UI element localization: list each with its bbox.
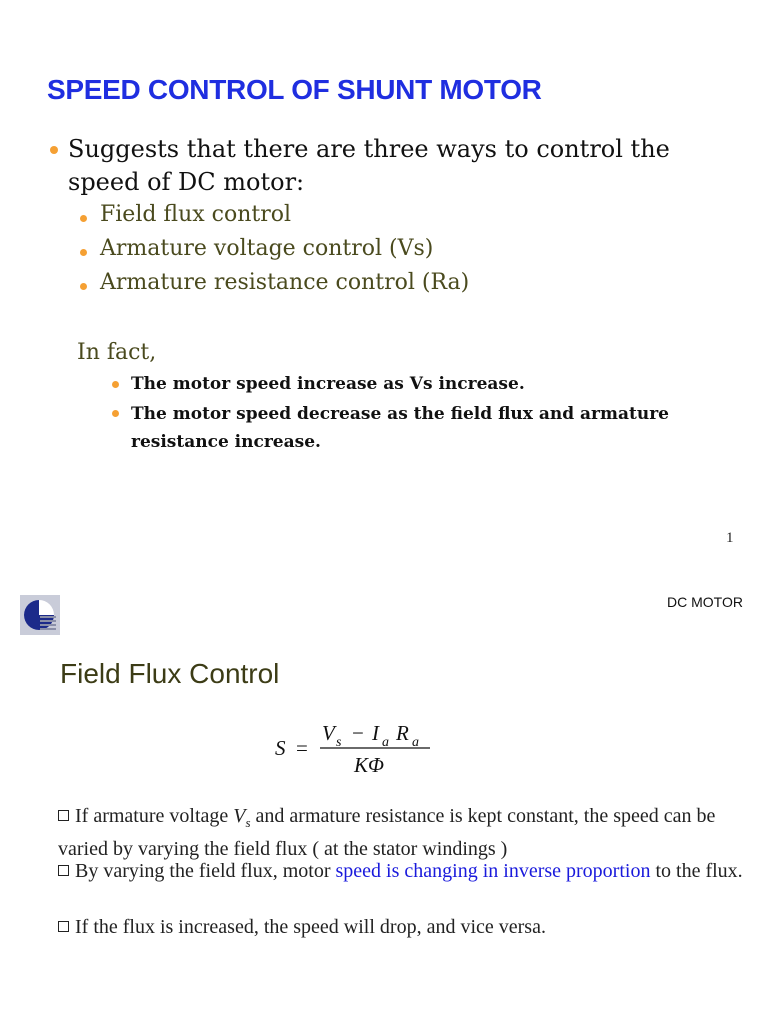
paragraph-armature-constant: If armature voltage $V_s$ and armature resistance is kept constant, the speed can be varied by varying the field flux ( at the stator windings ): [58, 805, 716, 860]
svg-text:KΦ: KΦ: [354, 753, 384, 777]
intro-text: Suggests that there are three ways to control the speed of DC motor:: [68, 135, 670, 196]
method-item: Armature resistance control (Ra): [100, 270, 470, 295]
bullet-dot: [80, 215, 87, 222]
in-fact-label: In fact,: [77, 340, 157, 365]
header-label: DC MOTOR: [667, 594, 743, 610]
bullet-dot: [80, 283, 87, 290]
checkbox-bullet-icon: [58, 810, 69, 821]
svg-text:s: s: [336, 735, 342, 750]
fact-item: The motor speed increase as Vs increase.: [131, 374, 525, 394]
svg-text:I: I: [372, 721, 379, 745]
svg-text:a: a: [382, 735, 389, 750]
svg-text:R: R: [396, 721, 409, 745]
checkbox-bullet-icon: [58, 865, 69, 876]
bullet-dot: [80, 249, 87, 256]
bullet-dot: [112, 410, 119, 417]
logo-icon: [20, 595, 60, 635]
svg-text:−: −: [352, 721, 364, 745]
paragraph-flux-increase: If the flux is increased, the speed will drop, and vice versa.: [58, 914, 748, 941]
svg-text:=: =: [296, 736, 308, 760]
svg-text:V: V: [322, 721, 335, 745]
method-item: Field flux control: [100, 202, 292, 227]
highlighted-phrase: speed is changing in inverse proportion: [335, 860, 651, 882]
svg-text:a: a: [412, 735, 419, 750]
bullet-dot: [112, 381, 119, 388]
paragraph-inverse-proportion: By varying the field flux, motor speed is changing in inverse proportion to the flux.: [58, 858, 748, 885]
slide-title: SPEED CONTROL OF SHUNT MOTOR: [47, 74, 542, 105]
speed-formula: [270, 712, 470, 782]
section-title: Field Flux Control: [60, 658, 280, 689]
svg-text:S: S: [275, 736, 286, 760]
page-number: 1: [726, 530, 734, 546]
fact-item: The motor speed decrease as the field flux and armature resistance increase.: [131, 404, 669, 452]
method-item: Armature voltage control (Vs): [100, 236, 434, 261]
checkbox-bullet-icon: [58, 921, 69, 932]
bullet-dot: [50, 146, 58, 154]
